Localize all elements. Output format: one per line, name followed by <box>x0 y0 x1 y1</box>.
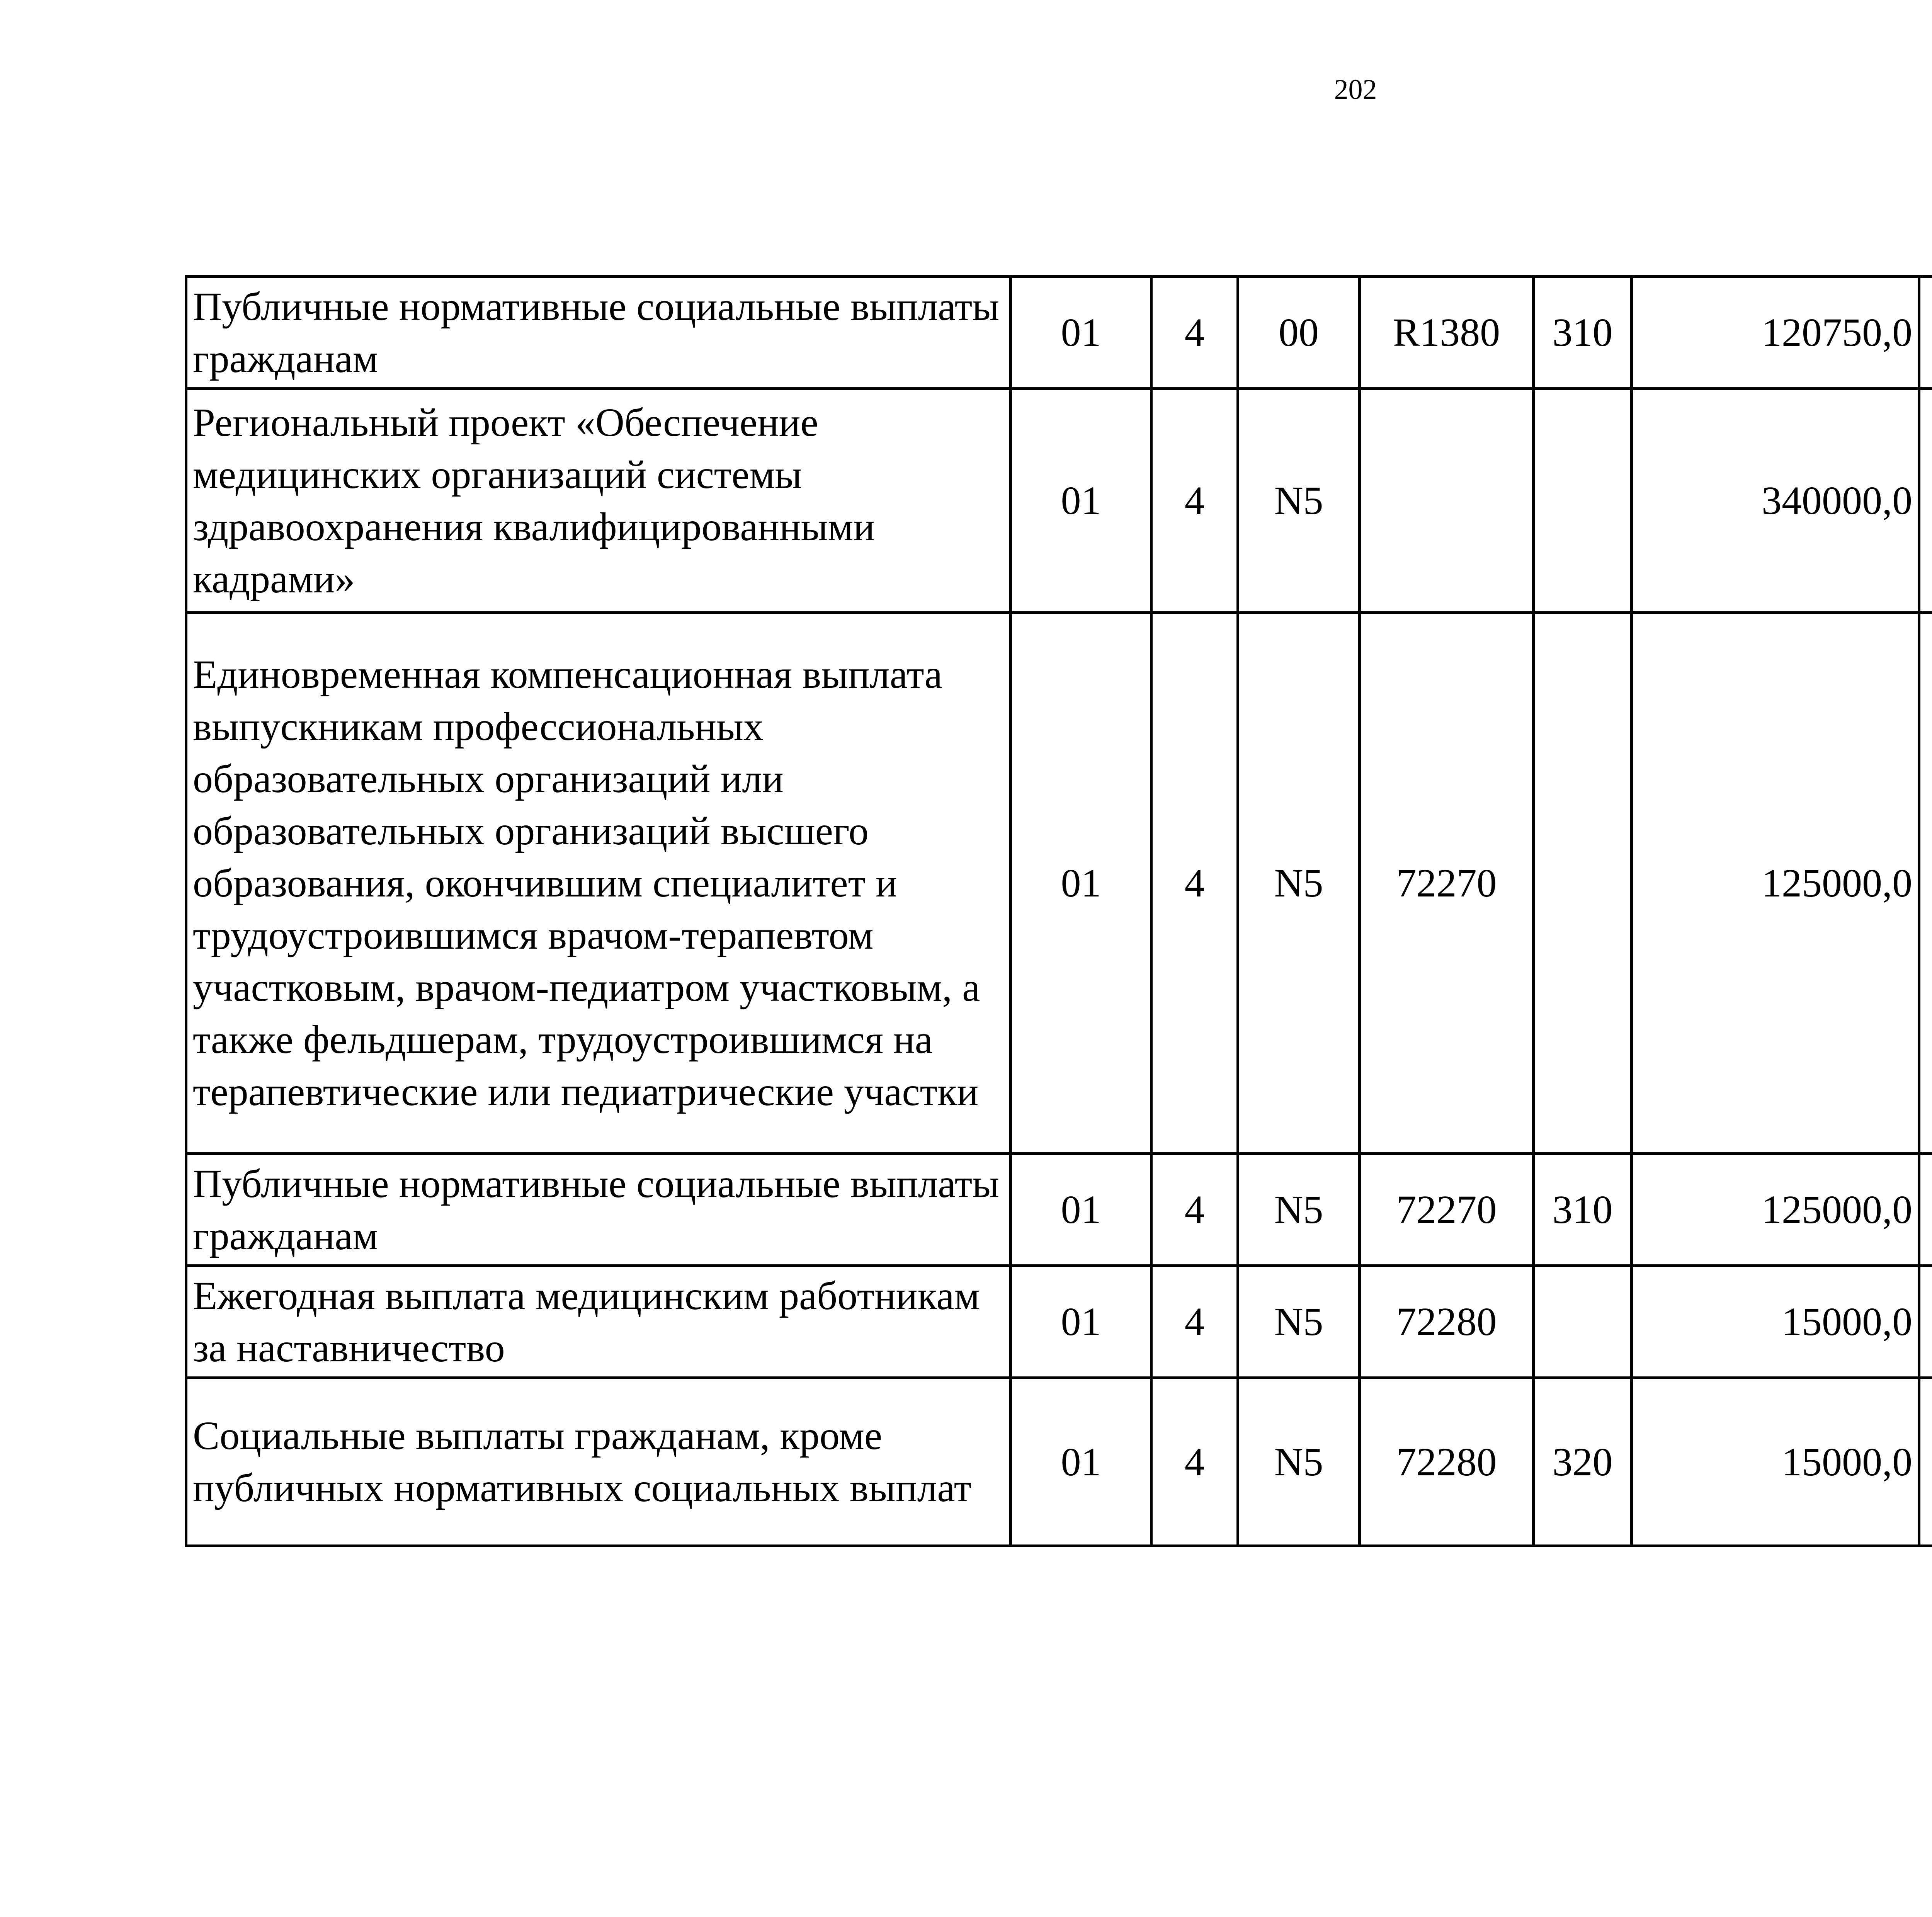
code-cell: 01 <box>1011 1266 1151 1378</box>
code-cell: 72270 <box>1360 1154 1534 1266</box>
code-cell: 4 <box>1151 613 1238 1154</box>
code-cell: N5 <box>1238 1154 1360 1266</box>
row-name: Публичные нормативные социальные выплаты гражданам <box>186 1154 1011 1266</box>
amount-cell <box>1919 1266 1932 1378</box>
code-cell: 4 <box>1151 1378 1238 1546</box>
amount-cell: 15000,0 <box>1632 1266 1919 1378</box>
amount-cell: 125000,0 <box>1632 613 1919 1154</box>
row-name: Публичные нормативные социальные выплаты гражданам <box>186 277 1011 389</box>
code-cell: 310 <box>1534 277 1632 389</box>
amount-cell <box>1919 277 1932 389</box>
code-cell: 01 <box>1011 389 1151 613</box>
code-cell: N5 <box>1238 1378 1360 1546</box>
budget-table <box>185 275 1932 1547</box>
code-cell: 310 <box>1534 1154 1632 1266</box>
page-number: 202 <box>1334 74 1377 105</box>
code-cell: 4 <box>1151 1154 1238 1266</box>
row-name: Единовременная компенсационная выплата выпускникам профессиональных образовательных организаций или образовательных организаций высшего образования, окончившим специалитет и трудоустроившимся врачом-терапевтом участковым, врачом-педиатром участковым, а также фельдшерам, трудоустроившимся на терапевтические или педиатрические участки <box>186 613 1011 1154</box>
amount-cell <box>1919 1378 1932 1546</box>
code-cell <box>1360 389 1534 613</box>
code-cell <box>1534 613 1632 1154</box>
code-cell: N5 <box>1238 613 1360 1154</box>
amount-cell: 120750,0 <box>1632 277 1919 389</box>
amount-cell: 340000,0 <box>1632 389 1919 613</box>
code-cell: 4 <box>1151 277 1238 389</box>
table-row <box>186 277 1932 389</box>
amount-cell <box>1919 613 1932 1154</box>
code-cell: R1380 <box>1360 277 1534 389</box>
table-row <box>186 1154 1932 1266</box>
code-cell: 00 <box>1238 277 1360 389</box>
code-cell: 72270 <box>1360 613 1534 1154</box>
code-cell: 01 <box>1011 1378 1151 1546</box>
row-name: Региональный проект «Обеспечение медицинских организаций системы здравоохранения квалифицированными кадрами» <box>186 389 1011 613</box>
code-cell: 4 <box>1151 389 1238 613</box>
code-cell: 01 <box>1011 277 1151 389</box>
code-cell: 01 <box>1011 1154 1151 1266</box>
row-name: Социальные выплаты гражданам, кроме публичных нормативных социальных выплат <box>186 1378 1011 1546</box>
code-cell <box>1534 1266 1632 1378</box>
code-cell: N5 <box>1238 1266 1360 1378</box>
amount-cell: 15000,0 <box>1632 1378 1919 1546</box>
code-cell: N5 <box>1238 389 1360 613</box>
table-row <box>186 389 1932 613</box>
table-row <box>186 1266 1932 1378</box>
table-row <box>186 1378 1932 1546</box>
code-cell: 72280 <box>1360 1378 1534 1546</box>
table-row <box>186 613 1932 1154</box>
row-name: Ежегодная выплата медицинским работникам за наставничество <box>186 1266 1011 1378</box>
amount-cell <box>1919 389 1932 613</box>
amount-cell <box>1919 1154 1932 1266</box>
code-cell <box>1534 389 1632 613</box>
code-cell: 320 <box>1534 1378 1632 1546</box>
code-cell: 72280 <box>1360 1266 1534 1378</box>
code-cell: 4 <box>1151 1266 1238 1378</box>
amount-cell: 125000,0 <box>1632 1154 1919 1266</box>
code-cell: 01 <box>1011 613 1151 1154</box>
